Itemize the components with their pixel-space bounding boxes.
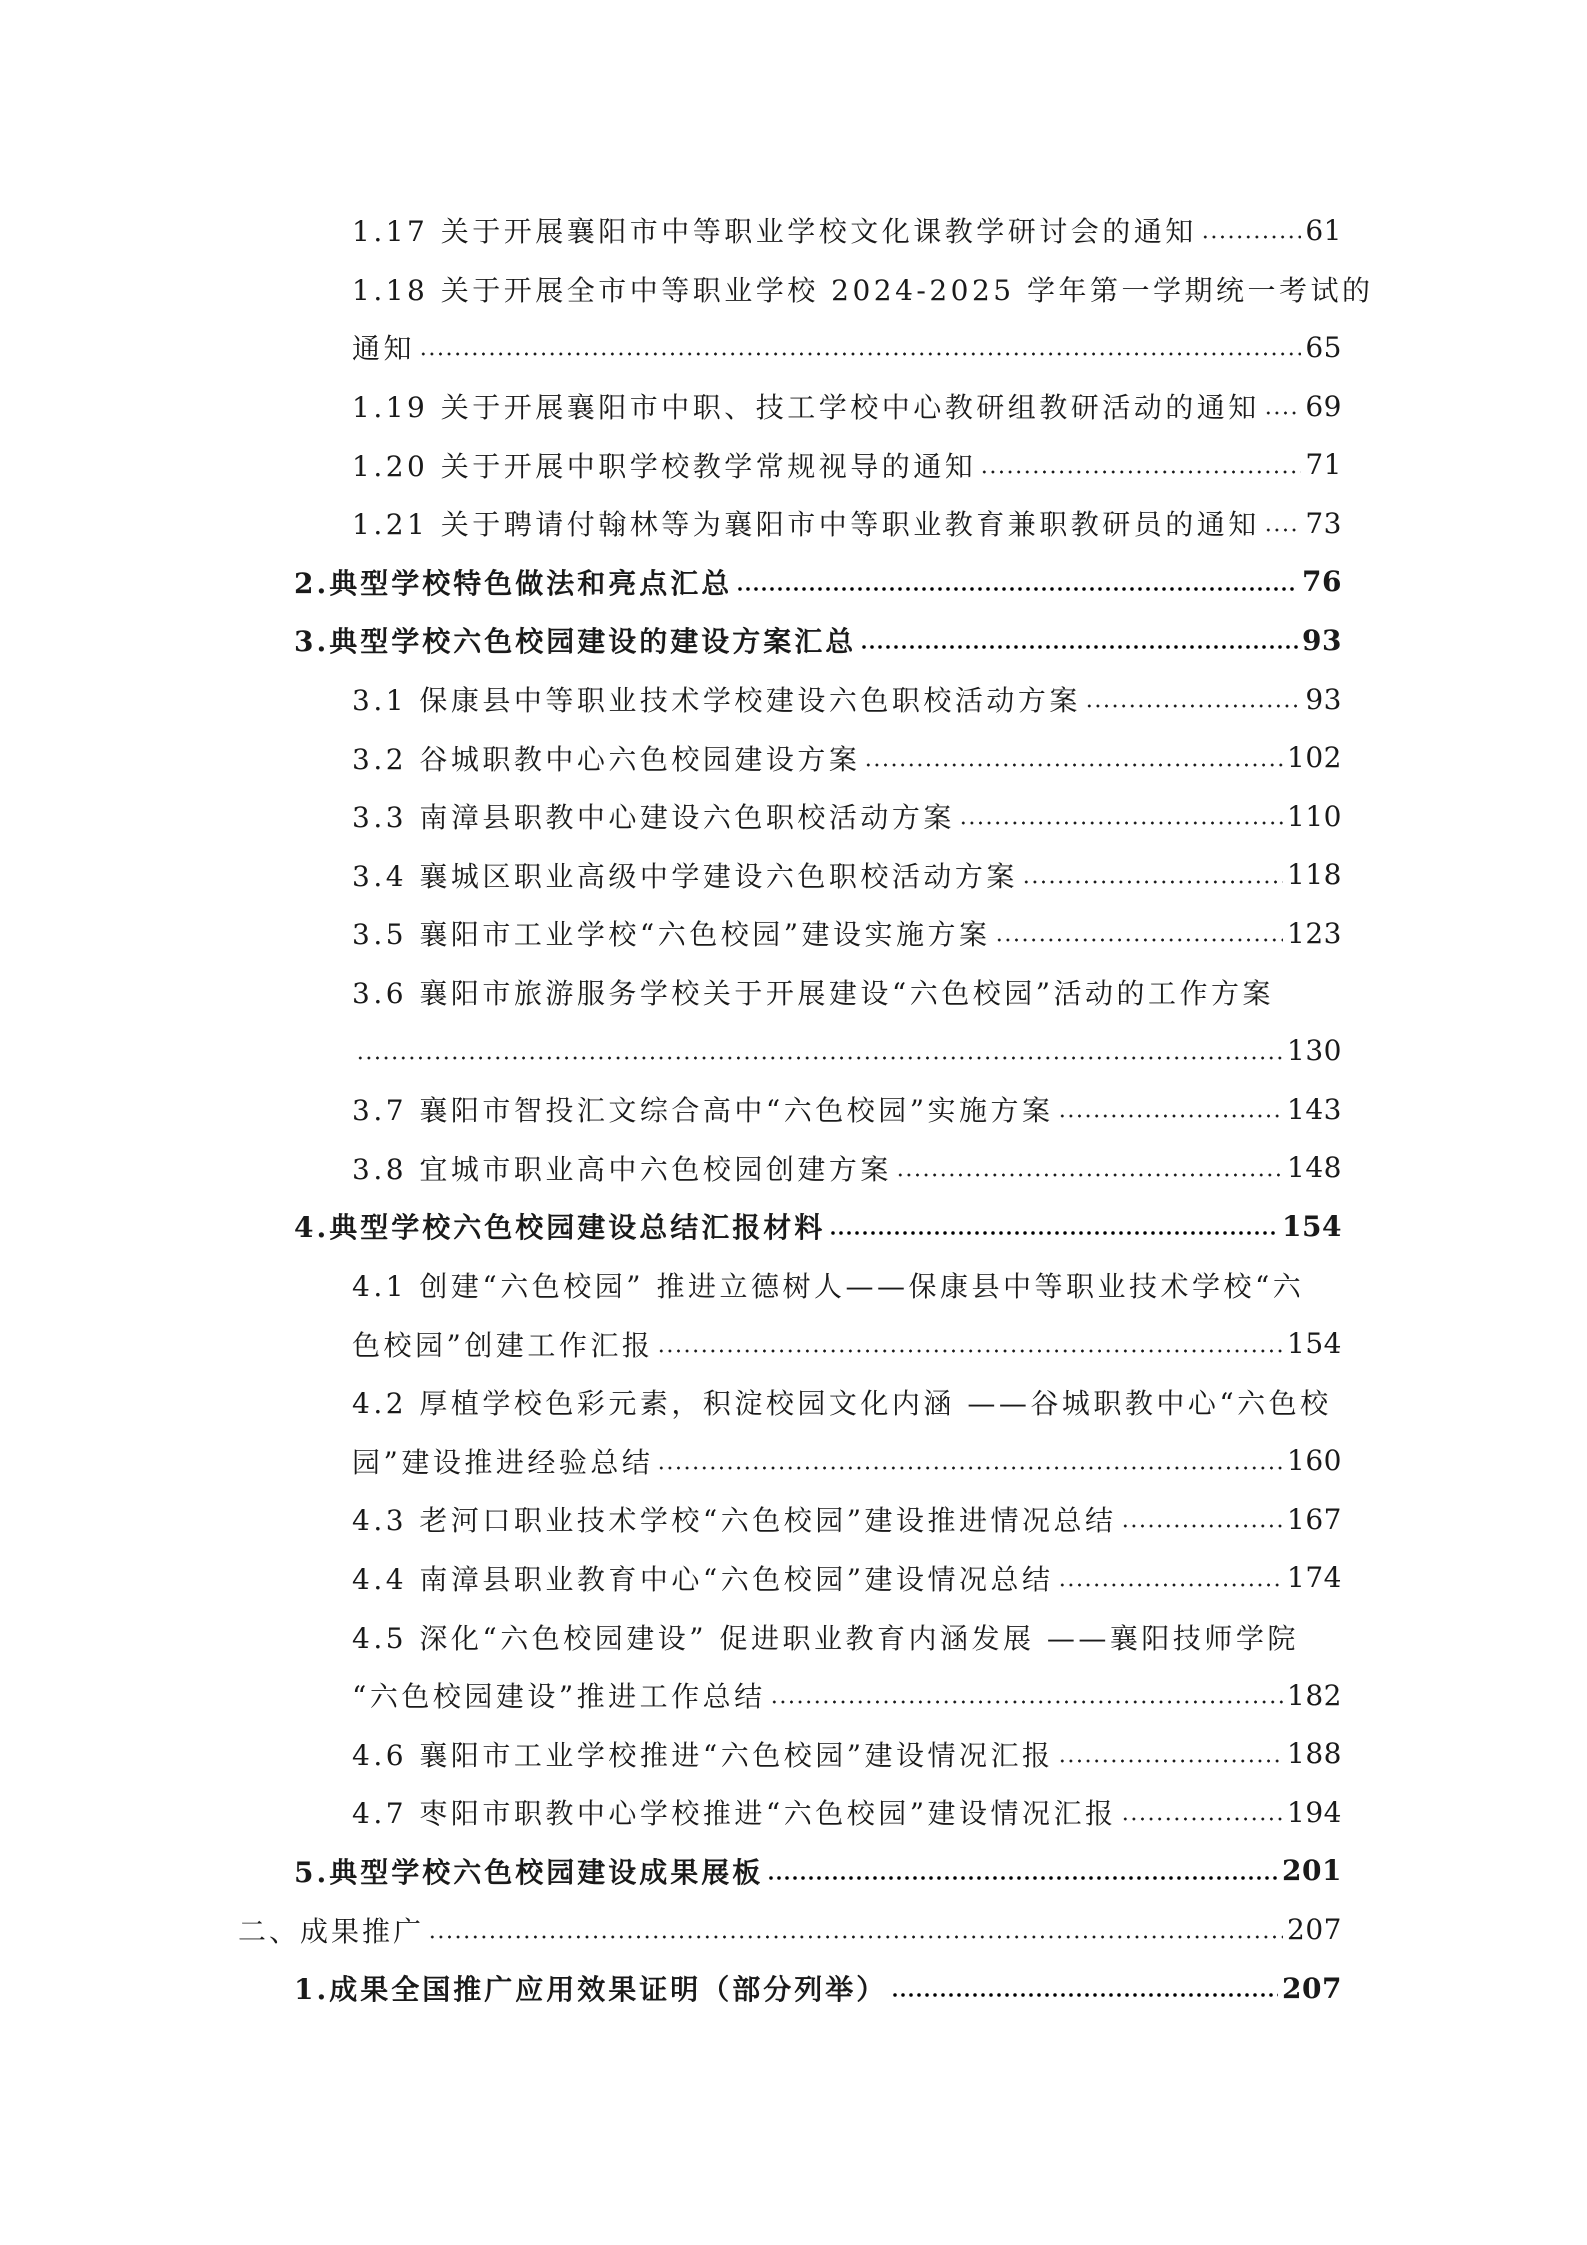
toc-page-number: 76	[1302, 565, 1342, 599]
toc-entry-line	[352, 1139, 1342, 1198]
dot-leader	[1264, 411, 1302, 415]
dot-leader	[1121, 1817, 1283, 1821]
toc-entry-line	[352, 1431, 1342, 1490]
dot-leader	[980, 470, 1301, 474]
toc-page-number: 154	[1282, 1209, 1342, 1243]
toc-entry-title: 1.19 关于开展襄阳市中职、技工学校中心教研组教研活动的通知	[352, 391, 1260, 425]
toc-entry[interactable]	[0, 260, 1587, 377]
toc-entry[interactable]	[0, 377, 1587, 436]
toc-entry-line	[352, 1666, 1342, 1725]
dot-leader	[1022, 880, 1283, 884]
dot-leader	[829, 1231, 1278, 1235]
toc-entry-line	[294, 1959, 1342, 2018]
toc-entry-title: 3.3 南漳县职教中心建设六色职校活动方案	[352, 801, 955, 835]
dot-leader	[419, 352, 1301, 356]
dot-leader	[864, 763, 1283, 767]
dot-leader	[1264, 528, 1302, 532]
dot-leader	[959, 821, 1283, 825]
toc-page-number: 93	[1302, 623, 1342, 657]
dot-leader	[657, 1349, 1283, 1353]
toc-page-number: 201	[1282, 1854, 1342, 1888]
toc-page-number: 102	[1287, 741, 1342, 775]
dot-leader	[428, 1935, 1283, 1939]
toc-page-number: 65	[1305, 330, 1342, 364]
toc-entry-line	[294, 611, 1342, 670]
toc-entry[interactable]	[0, 494, 1587, 553]
toc-entry[interactable]	[0, 846, 1587, 905]
dot-leader	[1058, 1759, 1283, 1763]
toc-page-number: 182	[1287, 1678, 1342, 1712]
toc-page-number: 174	[1287, 1561, 1342, 1595]
toc-page-number: 69	[1305, 389, 1342, 423]
toc-entry[interactable]	[0, 1607, 1587, 1724]
toc-entry-title: 3.典型学校六色校园建设的建设方案汇总	[294, 625, 857, 659]
dot-leader	[1085, 704, 1301, 708]
toc-entry-title: 4.典型学校六色校园建设总结汇报材料	[294, 1211, 826, 1245]
dot-leader	[896, 1173, 1283, 1177]
toc-entry-line-wrapped	[352, 1256, 1342, 1315]
toc-entry-line	[294, 1197, 1342, 1256]
toc-entry-line	[352, 1783, 1342, 1842]
toc-entry-title: 通知	[352, 332, 416, 366]
toc-entry-title: 1.18 关于开展全市中等职业学校 2024-2025 学年第一学期统一考试的	[352, 273, 1374, 307]
toc-entry[interactable]	[0, 435, 1587, 494]
dot-leader	[1058, 1583, 1283, 1587]
toc-entry[interactable]	[0, 1373, 1587, 1490]
toc-page-number: 123	[1287, 916, 1342, 950]
toc-page-number: 207	[1282, 1971, 1342, 2005]
toc-entry[interactable]	[0, 904, 1587, 963]
toc-entry-line	[352, 435, 1342, 494]
toc-entry-title: 3.8 宜城市职业高中六色校园创建方案	[352, 1152, 892, 1186]
dot-leader	[736, 587, 1298, 591]
toc-entry-line-wrapped	[352, 1607, 1342, 1666]
dot-leader	[356, 1056, 1283, 1060]
toc-entry[interactable]	[0, 611, 1587, 670]
toc-entry-line-wrapped	[352, 1373, 1342, 1432]
toc-entry-line	[294, 1842, 1342, 1901]
toc-entry-title: 4.5 深化“六色校园建设” 促进职业教育内涵发展 ——襄阳技师学院	[352, 1621, 1299, 1655]
toc-entry[interactable]	[0, 1959, 1587, 2018]
toc-entry-title: 4.4 南漳县职业教育中心“六色校园”建设情况总结	[352, 1562, 1054, 1596]
toc-entry-title: 4.7 枣阳市职教中心学校推进“六色校园”建设情况汇报	[352, 1797, 1117, 1831]
toc-entry-line	[352, 1021, 1342, 1080]
toc-entry[interactable]	[0, 1256, 1587, 1373]
toc-entry-title: 3.1 保康县中等职业技术学校建设六色职校活动方案	[352, 684, 1081, 718]
toc-entry-line	[352, 377, 1342, 436]
toc-entry[interactable]	[0, 728, 1587, 787]
toc-entry-title: 4.1 创建“六色校园” 推进立德树人——保康县中等职业技术学校“六	[352, 1269, 1305, 1303]
toc-entry-line	[352, 846, 1342, 905]
toc-entry-title: 1.成果全国推广应用效果证明（部分列举）	[294, 1973, 888, 2007]
toc-page-number: 154	[1287, 1327, 1342, 1361]
toc-entry-title: 色校园”创建工作汇报	[352, 1328, 654, 1362]
toc-page-number: 130	[1287, 1034, 1342, 1068]
toc-entry-title: 2.典型学校特色做法和亮点汇总	[294, 566, 733, 600]
toc-page-number: 160	[1287, 1444, 1342, 1478]
toc-entry-title: 3.4 襄城区职业高级中学建设六色职校活动方案	[352, 859, 1018, 893]
toc-entry-line	[238, 1900, 1342, 1959]
toc-entry-title: 1.20 关于开展中职学校教学常规视导的通知	[352, 449, 977, 483]
toc-entry-line	[352, 1549, 1342, 1608]
toc-entry-line	[352, 1080, 1342, 1139]
toc-entry[interactable]	[0, 1080, 1587, 1139]
toc-entry-line	[352, 494, 1342, 553]
toc-entry-line	[352, 728, 1342, 787]
toc-page-number: 167	[1287, 1502, 1342, 1536]
dot-leader	[995, 938, 1283, 942]
toc-entry-line	[352, 1724, 1342, 1783]
toc-entry-title: “六色校园建设”推进工作总结	[352, 1680, 766, 1714]
toc-entry[interactable]	[0, 963, 1587, 1080]
toc-page-number: 188	[1287, 1737, 1342, 1771]
dot-leader	[860, 645, 1298, 649]
toc-page-number: 73	[1305, 506, 1342, 540]
toc-entry[interactable]	[0, 1139, 1587, 1198]
toc-entry-line	[352, 904, 1342, 963]
toc-entry-line-wrapped	[352, 963, 1342, 1022]
toc-entry-line	[352, 787, 1342, 846]
toc-entry[interactable]	[0, 201, 1587, 260]
toc-page-number: 93	[1305, 682, 1342, 716]
toc-page-number: 207	[1287, 1913, 1342, 1947]
dot-leader	[770, 1700, 1283, 1704]
toc-entry-line	[352, 1490, 1342, 1549]
toc-page-number: 148	[1287, 1151, 1342, 1185]
toc-entry-title: 3.6 襄阳市旅游服务学校关于开展建设“六色校园”活动的工作方案	[352, 977, 1275, 1011]
table-of-contents	[0, 201, 1587, 2017]
toc-entry-title: 园”建设推进经验总结	[352, 1445, 654, 1479]
dot-leader	[891, 1993, 1278, 1997]
toc-entry[interactable]	[0, 1783, 1587, 1842]
dot-leader	[1201, 235, 1302, 239]
toc-entry-title: 4.3 老河口职业技术学校“六色校园”建设推进情况总结	[352, 1504, 1117, 1538]
toc-entry-title: 4.2 厚植学校色彩元素，积淀校园文化内涵 ——谷城职教中心“六色校	[352, 1387, 1332, 1421]
toc-entry-title: 3.2 谷城职教中心六色校园建设方案	[352, 742, 861, 776]
toc-entry-line	[352, 318, 1342, 377]
toc-entry[interactable]	[0, 1549, 1587, 1608]
toc-entry-title: 4.6 襄阳市工业学校推进“六色校园”建设情况汇报	[352, 1738, 1054, 1772]
toc-entry-title: 1.17 关于开展襄阳市中等职业学校文化课教学研讨会的通知	[352, 215, 1197, 249]
toc-entry[interactable]	[0, 1900, 1587, 1959]
toc-entry-line	[352, 1314, 1342, 1373]
toc-entry-title: 3.5 襄阳市工业学校“六色校园”建设实施方案	[352, 918, 991, 952]
toc-entry[interactable]	[0, 670, 1587, 729]
toc-entry-line	[352, 670, 1342, 729]
toc-entry[interactable]	[0, 1197, 1587, 1256]
toc-page-number: 110	[1287, 799, 1342, 833]
toc-page-number: 118	[1287, 858, 1342, 892]
toc-entry-line-wrapped	[352, 260, 1374, 319]
toc-page-number: 71	[1305, 448, 1342, 482]
toc-entry-line	[352, 201, 1342, 260]
dot-leader	[1121, 1524, 1283, 1528]
toc-entry[interactable]	[0, 1724, 1587, 1783]
toc-page-number: 194	[1287, 1795, 1342, 1829]
toc-entry[interactable]	[0, 787, 1587, 846]
toc-entry-line	[294, 553, 1342, 612]
toc-page-number: 143	[1287, 1092, 1342, 1126]
toc-entry-title: 3.7 襄阳市智投汇文综合高中“六色校园”实施方案	[352, 1094, 1054, 1128]
toc-entry-title: 1.21 关于聘请付翰林等为襄阳市中等职业教育兼职教研员的通知	[352, 508, 1260, 542]
toc-entry[interactable]	[0, 1842, 1587, 1901]
toc-entry[interactable]	[0, 1490, 1587, 1549]
dot-leader	[767, 1876, 1278, 1880]
toc-page-number: 61	[1305, 213, 1342, 247]
dot-leader	[1058, 1114, 1283, 1118]
toc-entry-title: 5.典型学校六色校园建设成果展板	[294, 1855, 764, 1889]
toc-entry-title: 二、成果推广	[238, 1914, 425, 1948]
toc-entry[interactable]	[0, 553, 1587, 612]
dot-leader	[657, 1466, 1283, 1470]
